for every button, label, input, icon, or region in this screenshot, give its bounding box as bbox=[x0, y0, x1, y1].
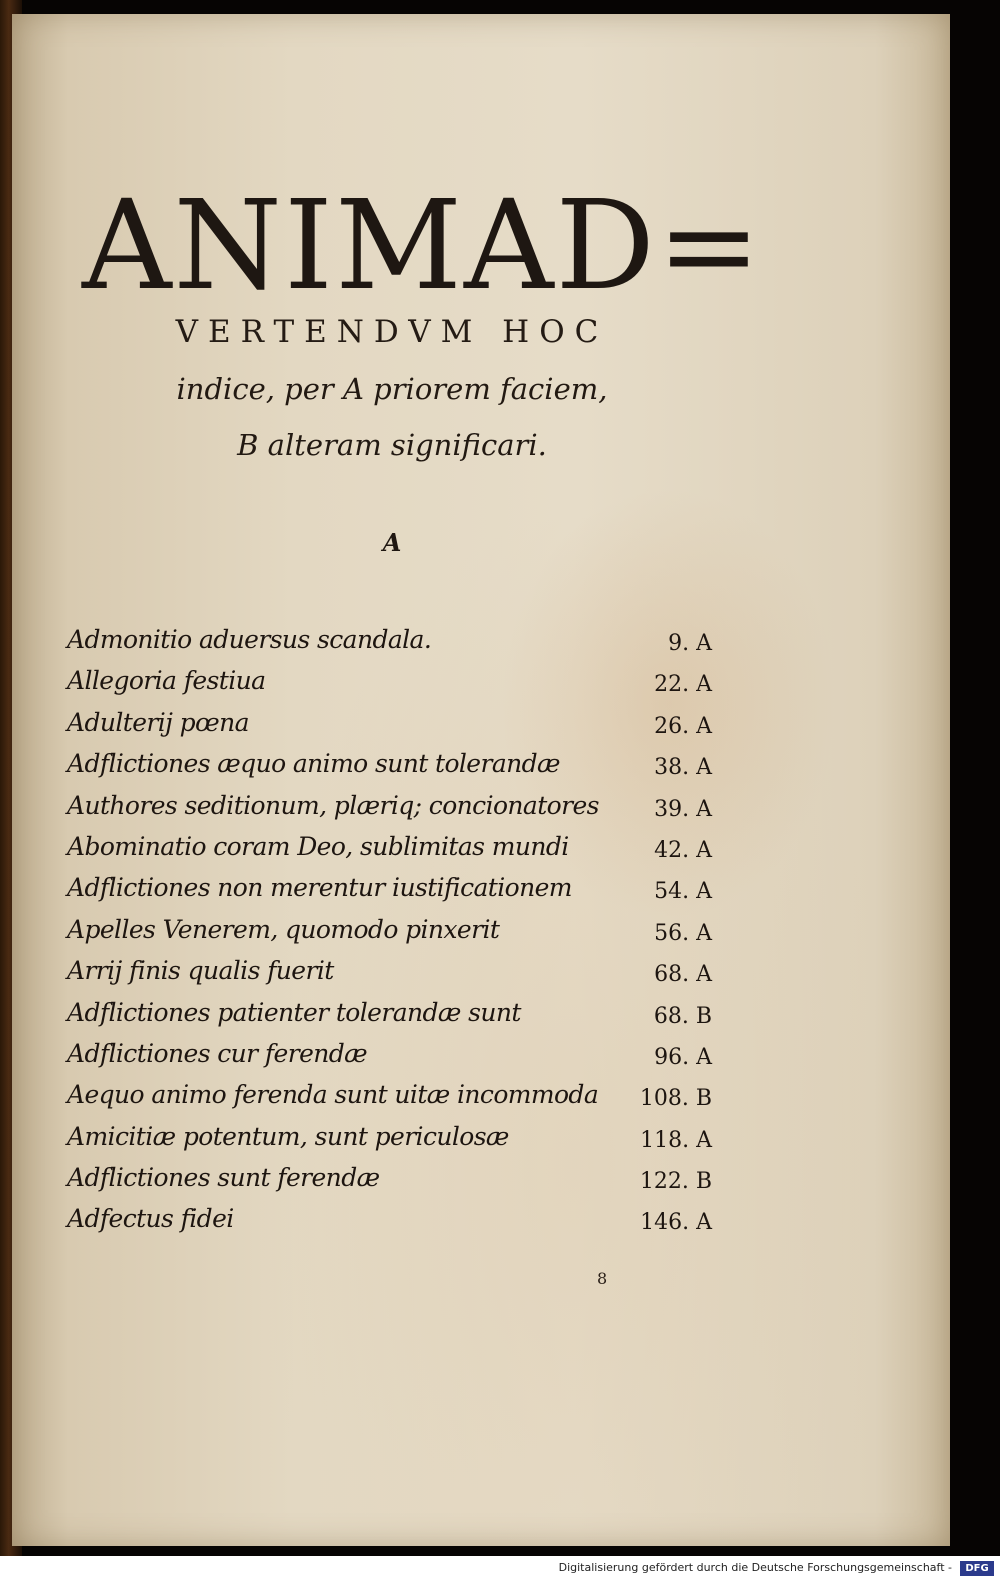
index-entry bbox=[67, 826, 712, 867]
entry-term: Apelles Venerem, quomodo pinxerit bbox=[67, 914, 500, 944]
entry-term: Aequo animo ferenda sunt uitæ incommoda bbox=[67, 1080, 599, 1110]
entry-page-ref: 22. A bbox=[654, 672, 712, 698]
entry-term: Admonitio aduersus scandala. bbox=[67, 625, 432, 654]
index-entry bbox=[67, 867, 712, 908]
entry-term: Authores seditionum, plæriq; concionatores bbox=[67, 790, 599, 820]
entry-page-ref: 146. A bbox=[640, 1210, 712, 1236]
entry-term: Adfectus fidei bbox=[67, 1204, 234, 1234]
footer-bar bbox=[0, 1556, 1000, 1581]
entry-page-ref: 118. A bbox=[640, 1127, 712, 1153]
entry-page-ref: 108. B bbox=[639, 1086, 712, 1112]
page-subtitle: VERTENDVM HOC bbox=[175, 314, 609, 350]
entry-term: Adulterij pœna bbox=[67, 707, 249, 737]
entry-term: Adflictiones cur ferendæ bbox=[67, 1038, 368, 1068]
funding-credit: Digitalisierung gefördert durch die Deutsche Forschungsgemeinschaft - bbox=[558, 1561, 952, 1574]
index-list bbox=[67, 619, 712, 1240]
index-entry bbox=[67, 1157, 712, 1198]
signature-mark: 8 bbox=[597, 1269, 608, 1288]
entry-page-ref: 54. A bbox=[654, 879, 712, 905]
entry-term: Adflictiones æquo animo sunt tolerandæ bbox=[67, 749, 560, 779]
entry-page-ref: 26. A bbox=[654, 713, 712, 739]
dfg-logo: DFG bbox=[960, 1561, 994, 1576]
entry-term: Adflictiones non merentur iustificationem bbox=[67, 873, 572, 903]
index-entry bbox=[67, 1198, 712, 1239]
index-entry bbox=[67, 743, 712, 784]
entry-page-ref: 9. A bbox=[668, 631, 712, 656]
index-entry bbox=[67, 1074, 712, 1115]
entry-term: Amicitiæ potentum, sunt periculosæ bbox=[67, 1121, 509, 1151]
index-entry bbox=[67, 702, 712, 743]
entry-page-ref: 96. A bbox=[654, 1044, 712, 1070]
entry-term: Arrij finis qualis fuerit bbox=[67, 956, 334, 986]
entry-page-ref: 68. A bbox=[654, 962, 712, 988]
index-entry bbox=[67, 619, 712, 660]
book-page bbox=[12, 14, 950, 1546]
entry-term: Abominatio coram Deo, sublimitas mundi bbox=[67, 831, 569, 861]
entry-page-ref: 122. B bbox=[639, 1169, 712, 1195]
intro-line-1: indice, per A priorem faciem, bbox=[176, 372, 608, 406]
entry-page-ref: 42. A bbox=[654, 837, 712, 863]
page-title: ANIMAD= bbox=[82, 174, 763, 318]
index-entry bbox=[67, 909, 712, 950]
entry-page-ref: 68. B bbox=[653, 1003, 712, 1029]
index-entry bbox=[67, 785, 712, 826]
entry-term: Allegoria festiua bbox=[67, 666, 266, 696]
entry-term: Adflictiones patienter tolerandæ sunt bbox=[67, 997, 521, 1027]
index-entry bbox=[67, 992, 712, 1033]
entry-page-ref: 39. A bbox=[654, 796, 712, 822]
intro-line-2: B alteram significari. bbox=[237, 428, 547, 462]
index-entry bbox=[67, 660, 712, 701]
index-entry bbox=[67, 1116, 712, 1157]
entry-term: Adflictiones sunt ferendæ bbox=[67, 1163, 380, 1193]
index-entry bbox=[67, 1033, 712, 1074]
index-entry bbox=[67, 950, 712, 991]
section-heading: A bbox=[382, 528, 402, 557]
entry-page-ref: 56. A bbox=[654, 920, 712, 946]
entry-page-ref: 38. A bbox=[654, 755, 712, 781]
